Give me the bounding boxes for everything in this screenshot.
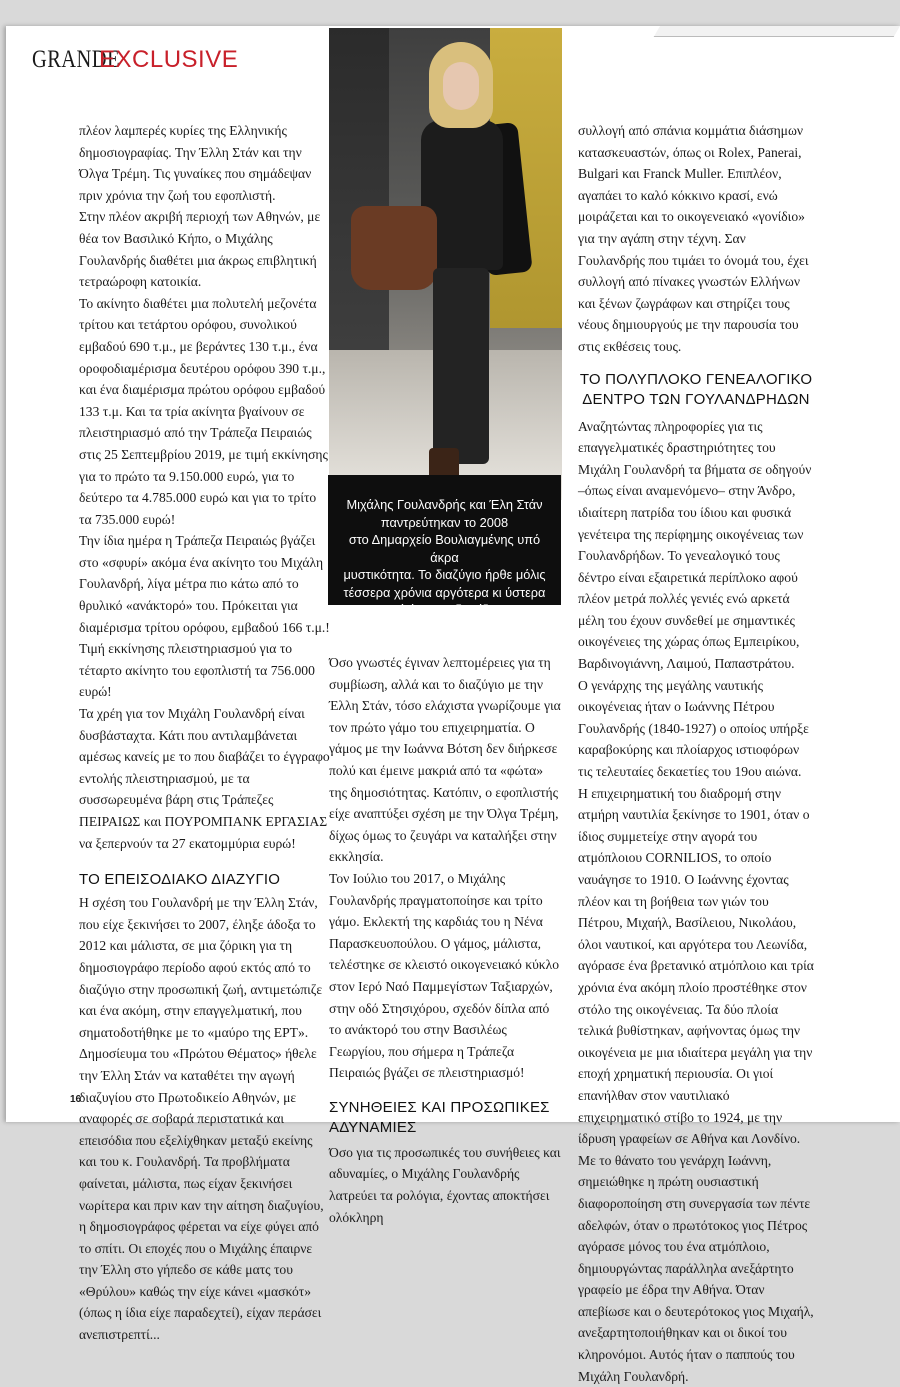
paragraph: Δημοσίευμα του «Πρώτου Θέματος» ήθελε την Έλλη Στάν να καταθέτει την αγωγή διαζυγίου στο Πρωτοδικείο Αθηνών, με αναφορές σε σοβαρά περιστατικά και επεισόδια που εξελίχθηκαν μεταξύ εκείνης και του κ. Γουλανδρή. Τα προβλήματα φαίνεται, μάλιστα, πως είχαν ξεκινήσει νωρίτερα και πριν καν την αίτηση διαζυγίου, η δημοσιογράφος φέρεται να είχε φύγει από το σπίτι. Οι εποχές που ο Μιχάλης έπαιρνε την Έλλη στο γήπεδο σε κάθε ματς του «Θρύλου» καθώς την είχε κάνει «μασκότ» (όπως η ίδια είχε παραδεχτεί), είχαν περάσει ανεπιστρεπτί... — [79, 1046, 324, 1343]
brand-name: GRANDE — [32, 46, 120, 73]
paragraph: Όσο για τις προσωπικές του συνήθειες και αδυναμίες, ο Μιχάλης Γουλανδρής λατρεύει τα ρολόγια, έχοντας αποκτήσει ολόκληρη — [329, 1144, 561, 1225]
photo-caption — [328, 475, 561, 617]
column-middle — [329, 652, 561, 1228]
paragraph: Την ίδια ημέρα η Τράπεζα Πειραιώς βγάζει στο «σφυρί» ακόμα ένα ακίνητο του Μιχάλη Γουλανδρή, λίγα μέτρα πιο κάτω από το θρυλικό «ανάκτορό» του. Πρόκειται για διαμέρισμα τρίτου ορόφου, εμβαδού 166 τ.μ.! Τιμή εκκίνησης πλειστηριασμού για το τέταρτο ακίνητο του εφοπλιστή τα 756.000 ευρώ! — [79, 533, 330, 700]
section-name: EXCLUSIVE — [99, 46, 239, 73]
column-left — [79, 120, 331, 1346]
caption-line: παντρεύτηκαν το 2008 — [380, 514, 509, 530]
caption-line: Μιχάλης Γουλανδρής και Έλη Στάν — [346, 497, 543, 512]
column-right — [578, 120, 814, 1387]
paragraph: Τον Ιούλιο του 2017, ο Μιχάλης Γουλανδρής πραγματοποίησε και τρίτο γάμο. Εκλεκτή της καρδιάς του η Νένα Παρασκευοπούλου. Ο γάμος, μάλιστα, τελέστηκε σε κλειστό οικογενειακό κύκλο στον Ιερό Ναό Παμμεγίστων Ταξιαρχών, στην οδό Στησιχόρου, σχεδόν δίπλα από το ανάκτορό του στην Βασιλέως Γεωργίου, που σήμερα η Τράπεζα Πειραιώς βγάζει σε πλειστηριασμό! — [329, 870, 560, 1081]
paragraph: Το ακίνητο διαθέτει μια πολυτελή μεζονέτα τρίτου και τετάρτου ορόφου, συνολικού εμβαδού 690 τ.μ., με βεράντες 130 τ.μ., ένα οροφοδιαμέρισμα δευτέρου ορόφου 390 τ.μ., και ένα διαμέρισμα πρώτου ορόφου εμβαδού 133 τ.μ. Και τα τρία ακίνητα βγαίνουν σε πλειστηριασμό από την Τράπεζα Πειραιώς στις 25 Σεπτεμβρίου 2019, με τιμή εκκίνησης για το πρώτο τα 9.150.000 ευρώ, για το δεύτερο τα 4.785.000 ευρώ και για το τρίτο τα 735.000 ευρώ! — [79, 295, 328, 527]
caption-line: μυστικότητα. Το διαζύγιο ήρθε μόλις — [343, 567, 546, 582]
paragraph: Όσο γνωστές έγιναν λεπτομέρειες για τη συμβίωση, αλλά και το διαζύγιο με την Έλλη Στάν, τόσο ελάχιστα γνωρίζουμε για τον πρώτο γάμο του επιχειρηματία. Ο γάμος με την Ιωάννα Βότση δεν διήρκεσε πολύ και έμεινε μακριά από τα «φώτα» της δημοσιότητας. Κατόπιν, ο εφοπλιστής είχε αναπτύξει σχέση με την Όλγα Τρέμη, δίχως όμως το ζευγάρι να καταλήξει στην εκκλησία. — [329, 655, 561, 865]
portrait-photo — [329, 28, 562, 500]
subheading-divorce: ΤΟ ΕΠΕΙΣΟΔΙΑΚΟ ΔΙΑΖΥΓΙΟ — [79, 871, 281, 889]
section-header — [32, 44, 239, 74]
page-corner — [654, 26, 900, 37]
page-number: 16 — [70, 1094, 82, 1105]
paragraph: πλέον λαμπερές κυρίες της Ελληνικής δημοσιογραφίας. Την Έλλη Στάν και την Όλγα Τρέμη. Τις γυναίκες που σημάδεψαν πριν χρόνια την ζωή του εφοπλιστή. — [79, 123, 312, 203]
paragraph: συλλογή από σπάνια κομμάτια διάσημων κατασκευαστών, όπως οι Rolex, Panerai, Bulgari και Franck Muller. Επιπλέον, αγαπάει το καλό κόκκινο κρασί, ενώ μοιράζεται και το οικογενειακό «γονίδιο» για την αγάπη στην τέχνη. Σαν Γουλανδρής που τιμάει το όνομά του, έχει συλλογή από πίνακες γνωστών Ελλήνων και ξένων ζωγράφων και στηρίζει τους νέους δημιουργούς με την παρουσία του στις εκθέσεις τους. — [578, 123, 809, 354]
paragraph: Στην πλέον ακριβή περιοχή των Αθηνών, με θέα τον Βασιλικό Κήπο, ο Μιχάλης Γουλανδρής διαθέτει μια άκρως επιβλητική τετραώροφη κατοικία. — [79, 209, 321, 290]
caption-line: στο Δημαρχείο Βουλιαγμένης υπό άκρα — [348, 532, 541, 565]
subheading-habits: ΣΥΝΗΘΕΙΕΣ ΚΑΙ ΠΡΟΣΩΠΙΚΕΣ ΑΔΥΝΑΜΙΕΣ — [329, 1098, 550, 1136]
caption-line: από έντονες διενέξεις. — [382, 602, 507, 617]
paragraph: Τα χρέη για τον Μιχάλη Γουλανδρή είναι δυσβάσταχτα. Κάτι που αντιλαμβάνεται αμέσως κανείς με το που διαβάζει το έγγραφο εντολής πλειστηριασμού, με τα συσσωρευμένα βάρη στις Τράπεζες ΠΕΙΡΑΙΩΣ και ΠΟΥΡΟΜΠΑΝΚ ΕΡΓΑΣΙΑΣ να ξεπερνούν τα 27 εκατομμύρια ευρώ! — [79, 706, 330, 851]
caption-line: τέσσερα χρόνια αργότερα κι ύστερα — [343, 584, 546, 600]
paragraph: Η σχέση του Γουλανδρή με την Έλλη Στάν, που είχε ξεκινήσει το 2007, έληξε άδοξα το 2012 και μάλιστα, σε μια ζόρικη για τη δημοσιογράφο περίοδο αφού εκτός από το διαζύγιο στην προσωπική ζωή, αντιμετώπιζε και ένα ακόμη, στην επαγγελματική, που σηματοδοτήθηκε με το «μαύρο της ΕΡΤ». — [79, 895, 323, 1040]
paragraph: Αναζητώντας πληροφορίες για τις επαγγελματικές δραστηριότητες του Μιχάλη Γουλανδρή τα βήματα σε οδηγούν –όπως είναι αναμενόμενο– στην Άνδρο, ιδιαίτερη πατρίδα του ίδιου και φυσικά γενέτειρα της περίφημης οικογένειας των Γουλανδρήδων. Το γενεαλογικό τους δέντρο είναι εξαιρετικά περίπλοκο αφού πλέον μετρά πολλές γενιές ενώ αρκετά μέλη του έχουν συνδεθεί με σημαντικές οικογένειες της χώρας όπως Εμπειρίκου, Βαρδινογιάννη, Λαιμού, Παπαστράτου. — [578, 418, 812, 672]
paragraph: Ο γενάρχης της μεγάλης ναυτικής οικογένειας ήταν ο Ιωάννης Πέτρου Γουλανδρής (1840-1927) ο οποίος υπήρξε καραβοκύρης και πλοίαρχος ιστιοφόρων τις τελευταίες δεκαετίες του 19ου αιώνα. Η επιχειρηματική του διαδρομή στην ατμήρη ναυτιλία ξεκίνησε το 1901, όταν ο ίδιος συμμετείχε στην αγορά του ατμόπλοιου CORNILIOS, το οποίο ναυάγησε το 1910. Ο Ιωάννης έχοντας πλέον και τη βοήθεια των γιών του Πέτρου, Μιχαήλ, Βασίλειου, Νικολάου, όλοι ναυτικοί, και αργότερα του Λεωνίδα, αγόρασε ένα βρετανικό ατμόπλοιο και τρία χρόνια ένα ακόμη πλοίο προστέθηκε στον στόλο της οικογένειας. Τα δύο πλοία τελικά βυθίστηκαν, αφήνοντας όμως την οικογένεια με μια ιδιαίτερα μεγάλη για την εποχή χρηματική περιουσία. Οι γιοί επανήλθαν στον ναυτιλιακό επιχειρηματικό στίβο το 1924, με την ίδρυση γραφείων σε Αθήνα και Λονδίνο. Με το θάνατο του γενάρχη Ιωάννη, σημειώθηκε η πρώτη ουσιαστική διαφοροποίηση στη συνεργασία των πέντε αδελφών, όταν ο πρωτότοκος γιος Πέτρος αγόρασε μόνος του ένα ατμόπλοιο, δημιουργώντας παράλληλα ανεξάρτητο γραφείο με έδρα την Αθήνα. Όταν απεβίωσε και ο δευτερότοκος γιος Μιχαήλ, ανεξαρτητοποιήθηκαν και οι δικοί του κληρονόμοι. Αυτός ήταν ο παππούς του Μιχάλη Γουλανδρή. — [578, 677, 814, 1384]
subheading-family-tree: ΤΟ ΠΟΛΥΠΛΟΚΟ ΓΕΝΕΑΛΟΓΙΚΟ ΔΕΝΤΡΟ ΤΩΝ ΓΟΥΛΑΝΔΡΗΔΩΝ — [579, 370, 813, 408]
